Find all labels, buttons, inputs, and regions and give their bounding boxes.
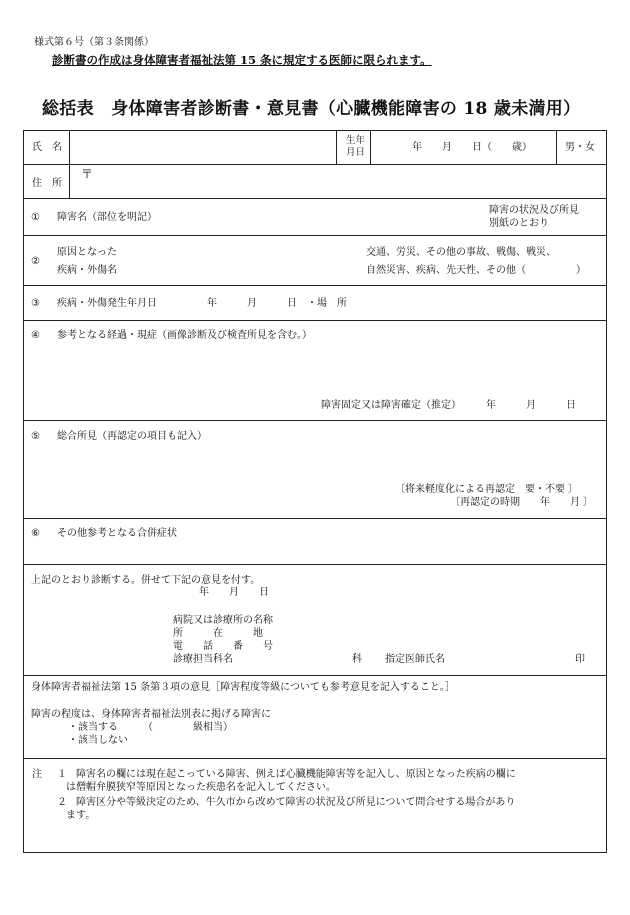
- birth-date-field[interactable]: 年 月 日（ 歳）: [412, 142, 532, 153]
- divider: [336, 131, 337, 164]
- cause-options[interactable]: 自然災害、疾病、先天性、その他（ ）: [366, 265, 586, 276]
- opinion-degree-text: 障害の程度は、身体障害者福祉法別表に掲げる障害に: [31, 709, 271, 720]
- opinion-heading: 身体障害者福祉法第 15 条第３項の意見［障害程度等級についても参考意見を記入すること。］: [31, 682, 455, 693]
- note-text: ます。: [66, 810, 96, 821]
- address-field[interactable]: [70, 166, 606, 197]
- item-number: ③: [31, 298, 40, 309]
- not-applies-option[interactable]: ・該当しない: [68, 735, 128, 746]
- complications-label: その他参考となる合併症状: [57, 528, 177, 539]
- cause-label: 原因となった: [57, 247, 117, 258]
- disability-fixed-date: 障害固定又は障害確定（推定） 年 月 日: [321, 400, 576, 411]
- note-text: は僧帽弁膜狭窄等原因となった疾患名を記入してください。: [66, 782, 336, 793]
- applies-option[interactable]: ・該当する （ 級相当）: [68, 722, 233, 733]
- birth-label: 生年: [346, 135, 366, 146]
- address-row: [24, 165, 606, 199]
- postal-mark: 〒: [81, 167, 94, 181]
- note-text: 障害名の欄には現在起こっている障害、例えば心臓機能障害等を記入し、原因となった疾病の欄に: [76, 769, 516, 780]
- hospital-address-label: 所 在 地: [173, 628, 263, 639]
- item-number: ⑤: [31, 431, 40, 442]
- onset-label: 疾病・外傷発生年月日 年 月 日 ・場 所: [57, 298, 347, 309]
- complications-row: [24, 519, 606, 565]
- notes-block: [24, 759, 606, 854]
- opinion-block: [24, 676, 606, 759]
- disability-name-row: [24, 199, 606, 236]
- disability-name-label: 障害名（部位を明記）: [57, 212, 157, 223]
- phone-label: 電 話 番 号: [173, 641, 273, 652]
- note-number: ２: [57, 797, 67, 808]
- name-row: [24, 131, 606, 165]
- note-number: １: [57, 769, 67, 780]
- overall-findings-label: 総合所見（再認定の項目も記入）: [57, 431, 207, 442]
- history-label: 参考となる経過・現症（画像診断及び検査所見を含む。）: [57, 330, 312, 341]
- department-suffix: 科: [352, 654, 362, 665]
- history-field[interactable]: [54, 345, 594, 395]
- certificate-form: [23, 130, 607, 853]
- name-field[interactable]: [70, 132, 336, 163]
- department-label: 診療担当科名: [173, 654, 233, 665]
- overall-findings-row: [24, 421, 606, 519]
- gender-field[interactable]: 男・女: [565, 142, 595, 153]
- hospital-name-label: 病院又は診療所の名称: [173, 615, 273, 626]
- seal-mark: 印: [575, 654, 585, 665]
- recertification-need[interactable]: 〔将来軽度化による再認定 要・不要 〕: [395, 484, 579, 495]
- doctor-name-label: 指定医師氏名: [385, 654, 445, 665]
- diagnosis-statement: 上記のとおり診断する。併せて下記の意見を付す。: [31, 575, 261, 586]
- page-title: 総括表 身体障害者診断書・意見書（心臓機能障害の 18 歳未満用）: [42, 99, 581, 119]
- notes-label: 注: [32, 769, 42, 780]
- note-text: 障害区分や等級決定のため、牛久市から改めて障害の状況及び所見について問合せする場合があり: [76, 797, 516, 808]
- form-number: 様式第６号（第３条関係）: [34, 37, 154, 48]
- item-number: ②: [31, 256, 40, 267]
- attachment-note: 別紙のとおり: [489, 218, 549, 229]
- attachment-note: 障害の状況及び所見: [489, 205, 579, 216]
- item-number: ①: [31, 212, 40, 223]
- name-label: 氏 名: [32, 142, 62, 153]
- recertification-timing[interactable]: 〔再認定の時期 年 月 〕: [450, 497, 594, 508]
- overall-findings-field[interactable]: [54, 445, 594, 473]
- divider: [370, 131, 371, 164]
- address-label: 住 所: [32, 178, 62, 189]
- cause-row: [24, 236, 606, 286]
- birth-label: 月日: [346, 147, 366, 158]
- cause-options[interactable]: 交通、労災、その他の事故、戦傷、戦災、: [366, 247, 556, 258]
- onset-row: [24, 286, 606, 321]
- divider: [556, 131, 557, 164]
- history-row: [24, 321, 606, 421]
- diagnosis-date[interactable]: 年 月 日: [199, 587, 269, 598]
- item-number: ④: [31, 330, 40, 341]
- item-number: ⑥: [31, 528, 40, 539]
- diagnosis-block: [24, 565, 606, 676]
- cause-label: 疾病・外傷名: [57, 265, 117, 276]
- doctor-notice: 診断書の作成は身体障害者福祉法第 15 条に規定する医師に限られます。: [52, 53, 432, 67]
